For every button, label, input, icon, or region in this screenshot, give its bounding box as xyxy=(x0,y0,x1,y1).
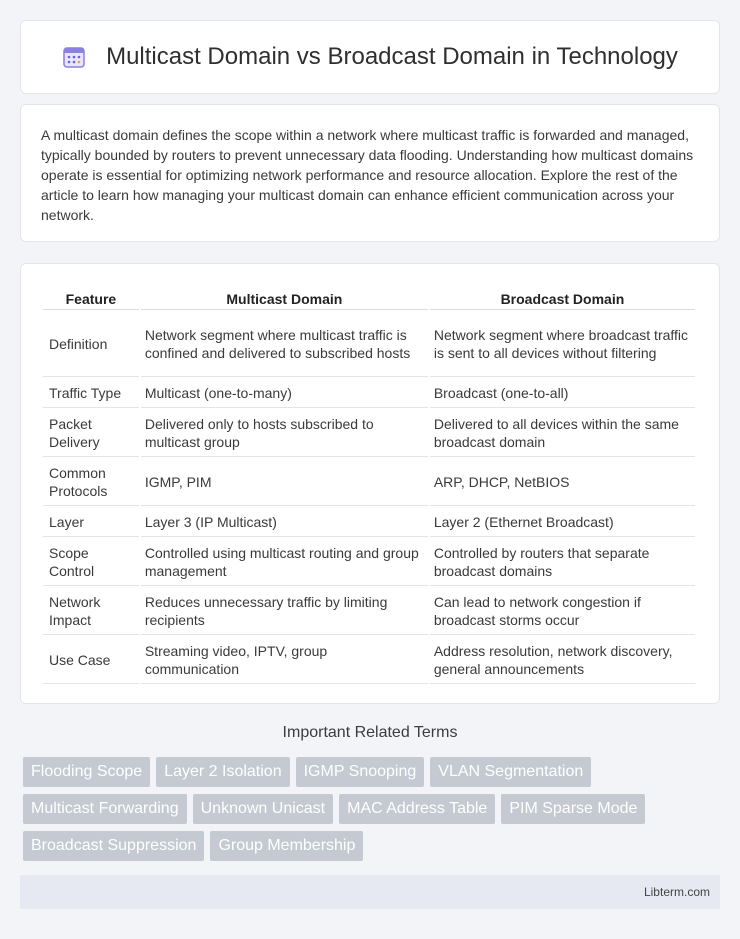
row-feature: Network Impact xyxy=(43,586,139,635)
related-term-tag[interactable]: Flooding Scope xyxy=(23,757,150,787)
row-multicast: Streaming video, IPTV, group communication xyxy=(141,635,428,684)
page-title: Multicast Domain vs Broadcast Domain in Technology xyxy=(106,43,678,70)
related-term-tag[interactable]: Unknown Unicast xyxy=(193,794,334,824)
row-feature: Layer xyxy=(43,506,139,537)
related-term-tag[interactable]: Group Membership xyxy=(210,831,363,861)
row-feature: Traffic Type xyxy=(43,377,139,408)
calendar-grid-icon xyxy=(62,45,86,69)
table-row xyxy=(43,586,695,635)
header-feature: Feature xyxy=(43,284,139,310)
table-row xyxy=(43,457,695,506)
row-multicast: Network segment where multicast traffic is confined and delivered to subscribed hosts xyxy=(141,310,428,377)
related-term-tag[interactable]: Layer 2 Isolation xyxy=(156,757,289,787)
row-multicast: Multicast (one-to-many) xyxy=(141,377,428,408)
table-row xyxy=(43,377,695,408)
related-terms-list xyxy=(23,757,723,861)
header-multicast: Multicast Domain xyxy=(141,284,428,310)
row-multicast: Reduces unnecessary traffic by limiting recipients xyxy=(141,586,428,635)
row-broadcast: Delivered to all devices within the same broadcast domain xyxy=(430,408,695,457)
row-multicast: Delivered only to hosts subscribed to multicast group xyxy=(141,408,428,457)
row-broadcast: Broadcast (one-to-all) xyxy=(430,377,695,408)
row-feature: Definition xyxy=(43,310,139,377)
intro-card xyxy=(20,104,720,242)
table-header-row xyxy=(43,284,695,310)
row-broadcast: Controlled by routers that separate broadcast domains xyxy=(430,537,695,586)
row-broadcast: Can lead to network congestion if broadcast storms occur xyxy=(430,586,695,635)
related-term-tag[interactable]: VLAN Segmentation xyxy=(430,757,591,787)
row-multicast: Controlled using multicast routing and group management xyxy=(141,537,428,586)
related-terms-heading: Important Related Terms xyxy=(282,724,458,741)
row-multicast: IGMP, PIM xyxy=(141,457,428,506)
intro-text: A multicast domain defines the scope within a network where multicast traffic is forwarded and managed, typically bounded by routers to prevent unnecessary data flooding. Understanding how multicast domains operate is essential for optimizing network performance and resource allocation. Explore the rest of the article to learn how managing your multicast domain can enhance efficient communication across your network. xyxy=(41,127,694,223)
footer xyxy=(20,875,720,909)
footer-site-link[interactable]: Libterm.com xyxy=(643,885,710,899)
related-term-tag[interactable]: IGMP Snooping xyxy=(296,757,425,787)
related-term-tag[interactable]: Multicast Forwarding xyxy=(23,794,187,824)
row-broadcast: Layer 2 (Ethernet Broadcast) xyxy=(430,506,695,537)
comparison-table xyxy=(41,284,697,684)
related-term-tag[interactable]: PIM Sparse Mode xyxy=(501,794,645,824)
table-row xyxy=(43,635,695,684)
comparison-table-card xyxy=(20,263,720,704)
row-feature: Common Protocols xyxy=(43,457,139,506)
row-multicast: Layer 3 (IP Multicast) xyxy=(141,506,428,537)
header-broadcast: Broadcast Domain xyxy=(430,284,695,310)
related-term-tag[interactable]: Broadcast Suppression xyxy=(23,831,204,861)
table-row xyxy=(43,310,695,377)
row-broadcast: Network segment where broadcast traffic is sent to all devices without filtering xyxy=(430,310,695,377)
row-broadcast: ARP, DHCP, NetBIOS xyxy=(430,457,695,506)
header-card xyxy=(20,20,720,94)
row-feature: Scope Control xyxy=(43,537,139,586)
row-feature: Packet Delivery xyxy=(43,408,139,457)
row-broadcast: Address resolution, network discovery, general announcements xyxy=(430,635,695,684)
table-row xyxy=(43,506,695,537)
row-feature: Use Case xyxy=(43,635,139,684)
table-row xyxy=(43,537,695,586)
table-row xyxy=(43,408,695,457)
related-term-tag[interactable]: MAC Address Table xyxy=(339,794,495,824)
